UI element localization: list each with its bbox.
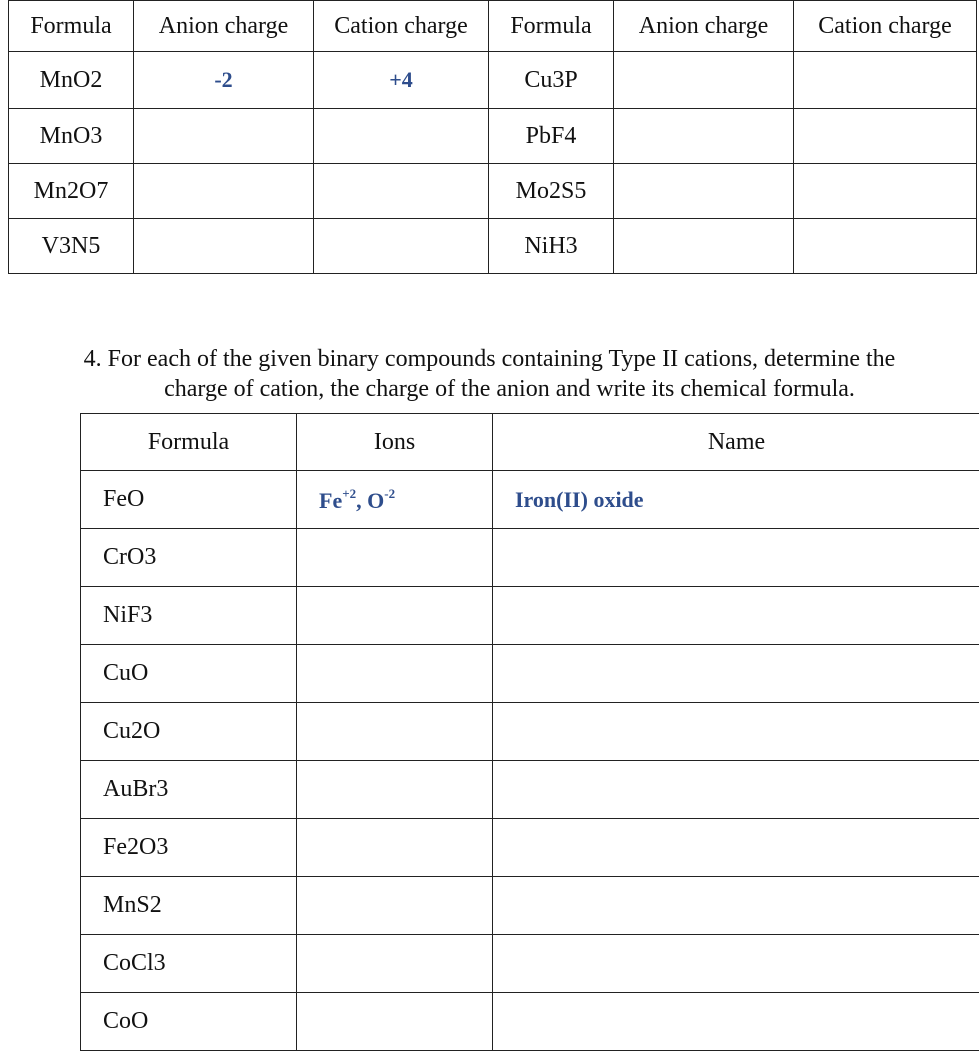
- anion-charge-cell[interactable]: [614, 52, 794, 109]
- formula-cell: NiH3: [489, 219, 614, 274]
- anion-charge-cell[interactable]: [134, 219, 314, 274]
- table-row: [9, 219, 977, 274]
- question-line-2: charge of cation, the charge of the anion and write its chemical formula.: [0, 374, 979, 404]
- formula-cell: CrO3: [81, 529, 297, 587]
- table-row: [9, 164, 977, 219]
- ions-cell[interactable]: [297, 645, 493, 703]
- header-anion-charge: Anion charge: [134, 1, 314, 52]
- header-formula: Formula: [489, 1, 614, 52]
- cation-charge-cell[interactable]: [794, 52, 977, 109]
- anion-charge-cell[interactable]: [614, 109, 794, 164]
- table-row: [81, 529, 979, 587]
- cation-charge-cell[interactable]: [314, 109, 489, 164]
- table-row: [81, 819, 979, 877]
- ions-table-header: [81, 414, 979, 471]
- table-row: [9, 109, 977, 164]
- ions-cell[interactable]: [297, 761, 493, 819]
- anion-charge-cell[interactable]: [614, 164, 794, 219]
- cation-symbol: Fe: [319, 488, 342, 513]
- formula-cell: Cu3P: [489, 52, 614, 109]
- anion-symbol: O: [367, 488, 384, 513]
- formula-cell: MnS2: [81, 877, 297, 935]
- name-cell[interactable]: [493, 877, 979, 935]
- name-cell[interactable]: [493, 645, 979, 703]
- table-row: [9, 52, 977, 109]
- table-row: [81, 935, 979, 993]
- formula-cell: CuO: [81, 645, 297, 703]
- anion-charge-cell[interactable]: [134, 109, 314, 164]
- name-cell[interactable]: [493, 819, 979, 877]
- formula-cell: Cu2O: [81, 703, 297, 761]
- cation-charge-cell[interactable]: [794, 109, 977, 164]
- ions-cell[interactable]: [297, 993, 493, 1051]
- cation-charge-answer[interactable]: +4: [314, 52, 489, 109]
- formula-cell: PbF4: [489, 109, 614, 164]
- charge-table: [8, 0, 977, 274]
- table-row: [81, 645, 979, 703]
- formula-cell: Mo2S5: [489, 164, 614, 219]
- name-cell[interactable]: [493, 703, 979, 761]
- name-cell[interactable]: [493, 993, 979, 1051]
- formula-cell: NiF3: [81, 587, 297, 645]
- ions-cell[interactable]: [297, 819, 493, 877]
- anion-charge-cell[interactable]: [134, 164, 314, 219]
- table-row: [81, 761, 979, 819]
- name-cell[interactable]: [493, 935, 979, 993]
- ions-cell[interactable]: [297, 935, 493, 993]
- name-answer[interactable]: Iron(II) oxide: [493, 471, 979, 529]
- formula-cell: CoO: [81, 993, 297, 1051]
- table-row: [81, 587, 979, 645]
- question-4: [0, 344, 979, 404]
- ions-cell[interactable]: [297, 529, 493, 587]
- cation-charge-cell[interactable]: [794, 164, 977, 219]
- anion-charge-answer[interactable]: -2: [134, 52, 314, 109]
- header-name: Name: [493, 414, 979, 471]
- formula-cell: V3N5: [9, 219, 134, 274]
- formula-cell: Mn2O7: [9, 164, 134, 219]
- charge-table-header: [9, 1, 977, 52]
- table-row: [81, 703, 979, 761]
- ions-cell[interactable]: [297, 587, 493, 645]
- ions-cell[interactable]: [297, 703, 493, 761]
- formula-cell: MnO3: [9, 109, 134, 164]
- cation-charge-cell[interactable]: [314, 164, 489, 219]
- header-formula: Formula: [81, 414, 297, 471]
- ions-name-table: [80, 413, 979, 1051]
- anion-charge: -2: [384, 486, 395, 501]
- table-row: [81, 877, 979, 935]
- header-cation-charge: Cation charge: [314, 1, 489, 52]
- header-anion-charge: Anion charge: [614, 1, 794, 52]
- ions-answer[interactable]: [297, 471, 493, 529]
- cation-charge: +2: [342, 486, 356, 501]
- cation-charge-cell[interactable]: [314, 219, 489, 274]
- header-ions: Ions: [297, 414, 493, 471]
- formula-cell: FeO: [81, 471, 297, 529]
- ions-cell[interactable]: [297, 877, 493, 935]
- formula-cell: AuBr3: [81, 761, 297, 819]
- header-formula: Formula: [9, 1, 134, 52]
- name-cell[interactable]: [493, 761, 979, 819]
- table-row: [81, 993, 979, 1051]
- ion-separator: ,: [356, 488, 367, 513]
- anion-charge-cell[interactable]: [614, 219, 794, 274]
- name-cell[interactable]: [493, 529, 979, 587]
- table-row: [81, 471, 979, 529]
- question-line-1: 4. For each of the given binary compounds containing Type II cations, determine the: [0, 344, 979, 374]
- formula-cell: MnO2: [9, 52, 134, 109]
- formula-cell: Fe2O3: [81, 819, 297, 877]
- formula-cell: CoCl3: [81, 935, 297, 993]
- name-cell[interactable]: [493, 587, 979, 645]
- cation-charge-cell[interactable]: [794, 219, 977, 274]
- header-cation-charge: Cation charge: [794, 1, 977, 52]
